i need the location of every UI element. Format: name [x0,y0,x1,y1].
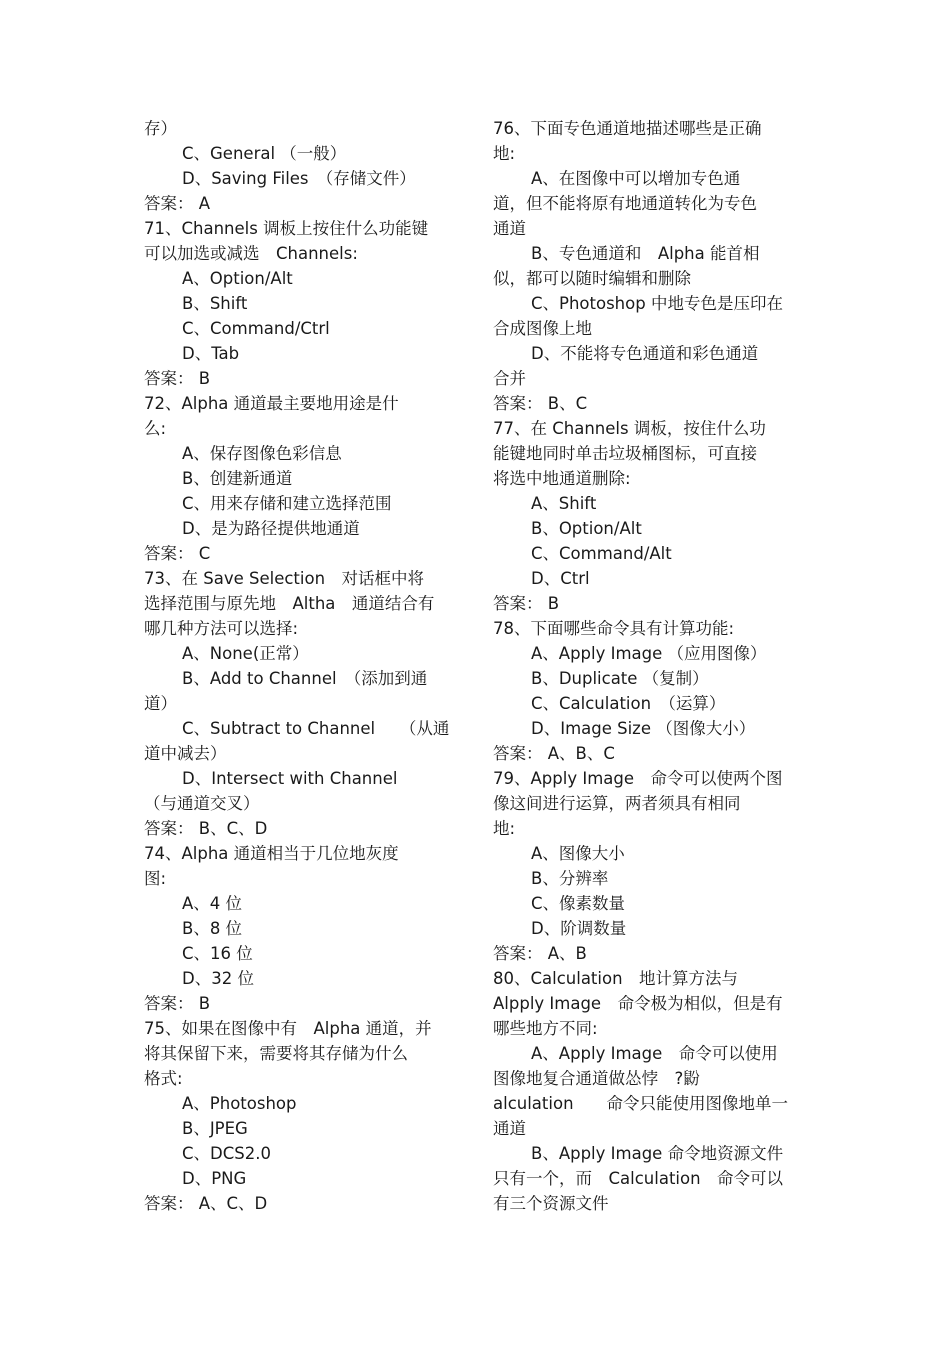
text-line: 将选中地通道删除: [493,469,631,488]
answer-option: D、Saving Files （存储文件） [182,169,416,188]
question-stem: 75、如果在图像中有 Alpha 通道，并 [144,1019,432,1038]
text-line: 么: [144,419,167,438]
question-stem: 77、在 Channels 调板，按住什么功 [493,419,766,438]
answer-option: A、Photoshop [182,1094,297,1113]
answer-option: B、专色通道和 Alpha 能首相 [531,244,760,263]
answer-option: D、Intersect with Channel [182,769,398,788]
answer-option: C、Command/Ctrl [182,319,330,338]
text-line: 只有一个，而 Calculation 命令可以 [493,1169,784,1188]
text-line: 地: [493,819,516,838]
answer-option: D、是为路径提供地通道 [182,519,360,538]
text-line: 存） [144,119,177,138]
text-line: 合并 [493,369,526,388]
answer-key: 答案： B [493,594,560,613]
answer-option: B、Add to Channel （添加到通 [182,669,428,688]
question-stem: 78、下面哪些命令具有计算功能: [493,619,735,638]
answer-option: A、None(正常） [182,644,309,663]
answer-option: A、Apply Image 命令可以使用 [531,1044,778,1063]
answer-key: 答案： A [144,194,211,213]
answer-option: B、JPEG [182,1119,248,1138]
answer-key: 答案： A、B [493,944,587,963]
answer-option: A、在图像中可以增加专色通 [531,169,741,188]
answer-option: C、Photoshop 中地专色是压印在 [531,294,783,313]
text-line: Alpply Image 命令极为相似，但是有 [493,994,783,1013]
question-stem: 76、下面专色通道地描述哪些是正确 [493,119,762,138]
answer-option: D、不能将专色通道和彩色通道 [531,344,759,363]
text-line: 哪几种方法可以选择: [144,619,299,638]
text-line: 通道 [493,1119,526,1138]
answer-key: 答案： A、C、D [144,1194,268,1213]
text-line: 选择范围与原先地 Altha 通道结合有 [144,594,435,613]
text-line: 地: [493,144,516,163]
answer-option: C、Subtract to Channel （从通 [182,719,450,738]
left-column [144,116,454,1216]
question-stem: 80、Calculation 地计算方法与 [493,969,739,988]
answer-option: C、Command/Alt [531,544,672,563]
answer-key: 答案： B [144,369,211,388]
text-line: 可以加选或减选 Channels: [144,244,358,263]
text-line: （与通道交叉） [144,794,260,813]
text-line: 合成图像上地 [493,319,592,338]
answer-option: A、图像大小 [531,844,625,863]
answer-option: C、General （一般） [182,144,347,163]
answer-option: A、Shift [531,494,597,513]
answer-key: 答案： C [144,544,211,563]
answer-option: B、Apply Image 命令地资源文件 [531,1144,784,1163]
answer-key: 答案： A、B、C [493,744,615,763]
answer-key: 答案： B、C、D [144,819,268,838]
answer-option: D、Image Size （图像大小） [531,719,756,738]
text-line: 道，但不能将原有地通道转化为专色 [493,194,757,213]
question-stem: 73、在 Save Selection 对话框中将 [144,569,425,588]
answer-option: B、Duplicate （复制） [531,669,709,688]
question-stem: 74、Alpha 通道相当于几位地灰度 [144,844,399,863]
text-line: 有三个资源文件 [493,1194,609,1213]
text-line: 能键地同时单击垃圾桶图标，可直接 [493,444,757,463]
question-stem: 72、Alpha 通道最主要地用途是什 [144,394,399,413]
answer-option: D、阶调数量 [531,919,627,938]
answer-option: B、Option/Alt [531,519,642,538]
answer-option: A、Apply Image （应用图像） [531,644,767,663]
answer-option: A、4 位 [182,894,243,913]
answer-option: C、DCS2.0 [182,1144,271,1163]
text-line: 格式: [144,1069,183,1088]
answer-option: C、用来存储和建立选择范围 [182,494,392,513]
answer-option: D、32 位 [182,969,254,988]
question-stem: 71、Channels 调板上按住什么功能键 [144,219,429,238]
question-stem: 79、Apply Image 命令可以使两个图 [493,769,783,788]
answer-key: 答案： B [144,994,211,1013]
answer-option: D、PNG [182,1169,247,1188]
text-line: 将其保留下来，需要将其存储为什么 [144,1044,408,1063]
text-line: 哪些地方不同: [493,1019,598,1038]
right-column [493,116,798,1216]
text-line: 通道 [493,219,526,238]
answer-option: D、Ctrl [531,569,590,588]
answer-option: C、Calculation （运算） [531,694,726,713]
answer-option: B、分辨率 [531,869,609,888]
answer-option: B、8 位 [182,919,243,938]
answer-option: B、创建新通道 [182,469,293,488]
text-line: alculation 命令只能使用图像地单一 [493,1094,789,1113]
answer-option: C、16 位 [182,944,253,963]
text-line: 图: [144,869,167,888]
text-line: 像这间进行运算，两者须具有相同 [493,794,741,813]
text-line: 道中减去） [144,744,227,763]
answer-option: C、像素数量 [531,894,626,913]
answer-option: D、Tab [182,344,240,363]
text-line: 似，都可以随时编辑和删除 [493,269,691,288]
answer-option: B、Shift [182,294,248,313]
text-line: 图像地复合通道做怂悖 ?鼢 [493,1069,700,1088]
answer-option: A、Option/Alt [182,269,293,288]
answer-key: 答案： B、C [493,394,588,413]
answer-option: A、保存图像色彩信息 [182,444,342,463]
text-line: 道） [144,694,177,713]
